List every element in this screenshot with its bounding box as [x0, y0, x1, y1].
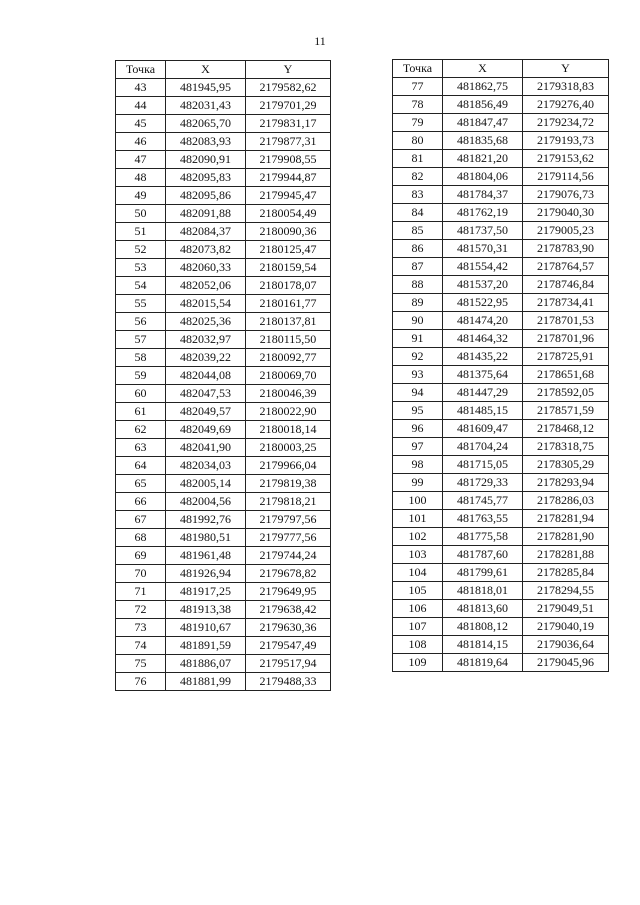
point-cell: 101	[393, 510, 443, 528]
point-cell: 64	[116, 457, 166, 475]
x-coordinate-cell: 481886,07	[166, 655, 246, 673]
header-y: Y	[523, 60, 609, 78]
y-coordinate-cell: 2179797,56	[246, 511, 331, 529]
x-coordinate-cell: 482039,22	[166, 349, 246, 367]
x-coordinate-cell: 481910,67	[166, 619, 246, 637]
point-cell: 78	[393, 96, 443, 114]
y-coordinate-cell: 2178294,55	[523, 582, 609, 600]
y-coordinate-cell: 2180022,90	[246, 403, 331, 421]
x-coordinate-cell: 481945,95	[166, 79, 246, 97]
y-coordinate-cell: 2179193,73	[523, 132, 609, 150]
point-cell: 83	[393, 186, 443, 204]
y-coordinate-cell: 2178318,75	[523, 438, 609, 456]
header-x: X	[166, 61, 246, 79]
y-coordinate-cell: 2180125,47	[246, 241, 331, 259]
point-cell: 55	[116, 295, 166, 313]
table-row	[116, 187, 331, 205]
x-coordinate-cell: 481474,20	[443, 312, 523, 330]
point-cell: 108	[393, 636, 443, 654]
y-coordinate-cell: 2180003,25	[246, 439, 331, 457]
point-cell: 86	[393, 240, 443, 258]
point-cell: 63	[116, 439, 166, 457]
y-coordinate-cell: 2179076,73	[523, 186, 609, 204]
table-row	[393, 654, 609, 672]
x-coordinate-cell: 481818,01	[443, 582, 523, 600]
y-coordinate-cell: 2180161,77	[246, 295, 331, 313]
point-cell: 59	[116, 367, 166, 385]
y-coordinate-cell: 2178281,94	[523, 510, 609, 528]
table-row	[116, 493, 331, 511]
x-coordinate-cell: 481814,15	[443, 636, 523, 654]
header-point: Точка	[393, 60, 443, 78]
point-cell: 51	[116, 223, 166, 241]
table-row	[116, 673, 331, 691]
point-cell: 57	[116, 331, 166, 349]
point-cell: 106	[393, 600, 443, 618]
table-row	[393, 204, 609, 222]
table-row	[116, 439, 331, 457]
x-coordinate-cell: 481821,20	[443, 150, 523, 168]
x-coordinate-cell: 481862,75	[443, 78, 523, 96]
table-row	[393, 222, 609, 240]
x-coordinate-cell: 481808,12	[443, 618, 523, 636]
x-coordinate-cell: 481554,42	[443, 258, 523, 276]
table-row	[116, 331, 331, 349]
coordinates-table-right	[392, 59, 609, 672]
table-row	[393, 456, 609, 474]
table-row	[116, 619, 331, 637]
table-header-row	[393, 60, 609, 78]
y-coordinate-cell: 2178285,84	[523, 564, 609, 582]
x-coordinate-cell: 482065,70	[166, 115, 246, 133]
y-coordinate-cell: 2179819,38	[246, 475, 331, 493]
table-row	[393, 582, 609, 600]
point-cell: 92	[393, 348, 443, 366]
y-coordinate-cell: 2178701,53	[523, 312, 609, 330]
x-coordinate-cell: 481787,60	[443, 546, 523, 564]
table-row	[393, 438, 609, 456]
table-row	[116, 79, 331, 97]
x-coordinate-cell: 481704,24	[443, 438, 523, 456]
point-cell: 104	[393, 564, 443, 582]
y-coordinate-cell: 2180046,39	[246, 385, 331, 403]
table-row	[393, 258, 609, 276]
y-coordinate-cell: 2178305,29	[523, 456, 609, 474]
point-cell: 67	[116, 511, 166, 529]
x-coordinate-cell: 482044,08	[166, 367, 246, 385]
table-row	[393, 114, 609, 132]
table-row	[116, 313, 331, 331]
table-row	[116, 565, 331, 583]
table-row	[393, 384, 609, 402]
table-row	[393, 546, 609, 564]
y-coordinate-cell: 2179488,33	[246, 673, 331, 691]
table-row	[393, 150, 609, 168]
table-row	[393, 78, 609, 96]
x-coordinate-cell: 482031,43	[166, 97, 246, 115]
x-coordinate-cell: 481570,31	[443, 240, 523, 258]
y-coordinate-cell: 2179777,56	[246, 529, 331, 547]
point-cell: 62	[116, 421, 166, 439]
x-coordinate-cell: 482084,37	[166, 223, 246, 241]
x-coordinate-cell: 481762,19	[443, 204, 523, 222]
point-cell: 72	[116, 601, 166, 619]
y-coordinate-cell: 2179649,95	[246, 583, 331, 601]
y-coordinate-cell: 2179638,42	[246, 601, 331, 619]
point-cell: 88	[393, 276, 443, 294]
table-row	[116, 169, 331, 187]
y-coordinate-cell: 2179945,47	[246, 187, 331, 205]
point-cell: 77	[393, 78, 443, 96]
y-coordinate-cell: 2179153,62	[523, 150, 609, 168]
point-cell: 100	[393, 492, 443, 510]
x-coordinate-cell: 481881,99	[166, 673, 246, 691]
point-cell: 84	[393, 204, 443, 222]
point-cell: 70	[116, 565, 166, 583]
point-cell: 73	[116, 619, 166, 637]
x-coordinate-cell: 481737,50	[443, 222, 523, 240]
point-cell: 98	[393, 456, 443, 474]
x-coordinate-cell: 481913,38	[166, 601, 246, 619]
y-coordinate-cell: 2178734,41	[523, 294, 609, 312]
table-row	[393, 294, 609, 312]
table-row	[116, 637, 331, 655]
x-coordinate-cell: 482090,91	[166, 151, 246, 169]
table-row	[116, 223, 331, 241]
header-point: Точка	[116, 61, 166, 79]
x-coordinate-cell: 482049,69	[166, 421, 246, 439]
table-row	[116, 421, 331, 439]
x-coordinate-cell: 481435,22	[443, 348, 523, 366]
point-cell: 69	[116, 547, 166, 565]
table-row	[393, 402, 609, 420]
y-coordinate-cell: 2179517,94	[246, 655, 331, 673]
x-coordinate-cell: 482032,97	[166, 331, 246, 349]
table-row	[393, 366, 609, 384]
y-coordinate-cell: 2179678,82	[246, 565, 331, 583]
x-coordinate-cell: 481784,37	[443, 186, 523, 204]
table-row	[116, 151, 331, 169]
y-coordinate-cell: 2179582,62	[246, 79, 331, 97]
x-coordinate-cell: 482047,53	[166, 385, 246, 403]
x-coordinate-cell: 482004,56	[166, 493, 246, 511]
y-coordinate-cell: 2179966,04	[246, 457, 331, 475]
x-coordinate-cell: 481980,51	[166, 529, 246, 547]
y-coordinate-cell: 2178281,90	[523, 528, 609, 546]
y-coordinate-cell: 2178281,88	[523, 546, 609, 564]
point-cell: 68	[116, 529, 166, 547]
x-coordinate-cell: 482083,93	[166, 133, 246, 151]
table-row	[393, 132, 609, 150]
table-row	[393, 528, 609, 546]
x-coordinate-cell: 481485,15	[443, 402, 523, 420]
y-coordinate-cell: 2180137,81	[246, 313, 331, 331]
point-cell: 49	[116, 187, 166, 205]
x-coordinate-cell: 481763,55	[443, 510, 523, 528]
point-cell: 91	[393, 330, 443, 348]
x-coordinate-cell: 482073,82	[166, 241, 246, 259]
table-row	[393, 600, 609, 618]
y-coordinate-cell: 2178764,57	[523, 258, 609, 276]
y-coordinate-cell: 2180159,54	[246, 259, 331, 277]
x-coordinate-cell: 481917,25	[166, 583, 246, 601]
point-cell: 90	[393, 312, 443, 330]
point-cell: 81	[393, 150, 443, 168]
table-row	[393, 96, 609, 114]
table-row	[393, 492, 609, 510]
table-row	[116, 601, 331, 619]
table-row	[116, 403, 331, 421]
point-cell: 76	[116, 673, 166, 691]
point-cell: 53	[116, 259, 166, 277]
y-coordinate-cell: 2179036,64	[523, 636, 609, 654]
y-coordinate-cell: 2179944,87	[246, 169, 331, 187]
point-cell: 107	[393, 618, 443, 636]
table-row	[116, 583, 331, 601]
point-cell: 47	[116, 151, 166, 169]
x-coordinate-cell: 481729,33	[443, 474, 523, 492]
y-coordinate-cell: 2179114,56	[523, 168, 609, 186]
table-row	[116, 655, 331, 673]
x-coordinate-cell: 482015,54	[166, 295, 246, 313]
point-cell: 85	[393, 222, 443, 240]
x-coordinate-cell: 481856,49	[443, 96, 523, 114]
y-coordinate-cell: 2179045,96	[523, 654, 609, 672]
y-coordinate-cell: 2180069,70	[246, 367, 331, 385]
x-coordinate-cell: 481522,95	[443, 294, 523, 312]
y-coordinate-cell: 2180090,36	[246, 223, 331, 241]
header-x: X	[443, 60, 523, 78]
table-row	[393, 510, 609, 528]
table-row	[393, 168, 609, 186]
x-coordinate-cell: 481745,77	[443, 492, 523, 510]
y-coordinate-cell: 2178783,90	[523, 240, 609, 258]
y-coordinate-cell: 2179701,29	[246, 97, 331, 115]
table-row	[116, 511, 331, 529]
point-cell: 93	[393, 366, 443, 384]
point-cell: 66	[116, 493, 166, 511]
x-coordinate-cell: 481835,68	[443, 132, 523, 150]
x-coordinate-cell: 481819,64	[443, 654, 523, 672]
x-coordinate-cell: 481992,76	[166, 511, 246, 529]
y-coordinate-cell: 2180018,14	[246, 421, 331, 439]
table-row	[116, 115, 331, 133]
table-row	[393, 564, 609, 582]
x-coordinate-cell: 481813,60	[443, 600, 523, 618]
y-coordinate-cell: 2180092,77	[246, 349, 331, 367]
table-row	[393, 636, 609, 654]
table-row	[116, 457, 331, 475]
x-coordinate-cell: 481799,61	[443, 564, 523, 582]
table-row	[116, 259, 331, 277]
y-coordinate-cell: 2178571,59	[523, 402, 609, 420]
page-number: 11	[314, 34, 326, 48]
y-coordinate-cell: 2180115,50	[246, 331, 331, 349]
point-cell: 80	[393, 132, 443, 150]
y-coordinate-cell: 2179040,19	[523, 618, 609, 636]
y-coordinate-cell: 2178725,91	[523, 348, 609, 366]
table-row	[116, 205, 331, 223]
table-row	[116, 475, 331, 493]
x-coordinate-cell: 482005,14	[166, 475, 246, 493]
point-cell: 54	[116, 277, 166, 295]
point-cell: 46	[116, 133, 166, 151]
x-coordinate-cell: 481961,48	[166, 547, 246, 565]
y-coordinate-cell: 2180054,49	[246, 205, 331, 223]
x-coordinate-cell: 481926,94	[166, 565, 246, 583]
x-coordinate-cell: 482091,88	[166, 205, 246, 223]
point-cell: 82	[393, 168, 443, 186]
x-coordinate-cell: 482095,83	[166, 169, 246, 187]
table-row	[393, 420, 609, 438]
point-cell: 75	[116, 655, 166, 673]
point-cell: 105	[393, 582, 443, 600]
table-row	[393, 240, 609, 258]
table-header-row	[116, 61, 331, 79]
y-coordinate-cell: 2178746,84	[523, 276, 609, 294]
table-row	[393, 618, 609, 636]
coordinates-table-left	[115, 60, 331, 691]
point-cell: 56	[116, 313, 166, 331]
table-row	[393, 186, 609, 204]
y-coordinate-cell: 2179831,17	[246, 115, 331, 133]
x-coordinate-cell: 481715,05	[443, 456, 523, 474]
point-cell: 97	[393, 438, 443, 456]
y-coordinate-cell: 2178468,12	[523, 420, 609, 438]
header-y: Y	[246, 61, 331, 79]
x-coordinate-cell: 482095,86	[166, 187, 246, 205]
point-cell: 94	[393, 384, 443, 402]
x-coordinate-cell: 481847,47	[443, 114, 523, 132]
point-cell: 74	[116, 637, 166, 655]
x-coordinate-cell: 481375,64	[443, 366, 523, 384]
point-cell: 61	[116, 403, 166, 421]
point-cell: 99	[393, 474, 443, 492]
table-row	[116, 349, 331, 367]
table-row	[116, 241, 331, 259]
table-row	[116, 529, 331, 547]
point-cell: 43	[116, 79, 166, 97]
x-coordinate-cell: 481609,47	[443, 420, 523, 438]
x-coordinate-cell: 482049,57	[166, 403, 246, 421]
y-coordinate-cell: 2179818,21	[246, 493, 331, 511]
y-coordinate-cell: 2179049,51	[523, 600, 609, 618]
table-row	[116, 97, 331, 115]
y-coordinate-cell: 2179276,40	[523, 96, 609, 114]
point-cell: 79	[393, 114, 443, 132]
x-coordinate-cell: 482034,03	[166, 457, 246, 475]
table-row	[393, 348, 609, 366]
x-coordinate-cell: 481464,32	[443, 330, 523, 348]
y-coordinate-cell: 2179234,72	[523, 114, 609, 132]
table-row	[116, 385, 331, 403]
point-cell: 95	[393, 402, 443, 420]
y-coordinate-cell: 2179877,31	[246, 133, 331, 151]
x-coordinate-cell: 482060,33	[166, 259, 246, 277]
y-coordinate-cell: 2180178,07	[246, 277, 331, 295]
table-row	[393, 276, 609, 294]
y-coordinate-cell: 2179908,55	[246, 151, 331, 169]
point-cell: 96	[393, 420, 443, 438]
y-coordinate-cell: 2179744,24	[246, 547, 331, 565]
y-coordinate-cell: 2178286,03	[523, 492, 609, 510]
y-coordinate-cell: 2179630,36	[246, 619, 331, 637]
table-row	[116, 547, 331, 565]
x-coordinate-cell: 482025,36	[166, 313, 246, 331]
y-coordinate-cell: 2178293,94	[523, 474, 609, 492]
y-coordinate-cell: 2178651,68	[523, 366, 609, 384]
point-cell: 58	[116, 349, 166, 367]
point-cell: 71	[116, 583, 166, 601]
point-cell: 44	[116, 97, 166, 115]
x-coordinate-cell: 481537,20	[443, 276, 523, 294]
y-coordinate-cell: 2178701,96	[523, 330, 609, 348]
point-cell: 60	[116, 385, 166, 403]
x-coordinate-cell: 481804,06	[443, 168, 523, 186]
x-coordinate-cell: 481891,59	[166, 637, 246, 655]
point-cell: 52	[116, 241, 166, 259]
point-cell: 109	[393, 654, 443, 672]
table-row	[116, 295, 331, 313]
point-cell: 45	[116, 115, 166, 133]
table-row	[116, 277, 331, 295]
point-cell: 102	[393, 528, 443, 546]
x-coordinate-cell: 481775,58	[443, 528, 523, 546]
x-coordinate-cell: 482041,90	[166, 439, 246, 457]
y-coordinate-cell: 2179040,30	[523, 204, 609, 222]
point-cell: 48	[116, 169, 166, 187]
table-row	[393, 330, 609, 348]
y-coordinate-cell: 2179547,49	[246, 637, 331, 655]
point-cell: 50	[116, 205, 166, 223]
table-row	[393, 474, 609, 492]
x-coordinate-cell: 482052,06	[166, 277, 246, 295]
table-row	[116, 367, 331, 385]
y-coordinate-cell: 2179318,83	[523, 78, 609, 96]
table-row	[116, 133, 331, 151]
table-row	[393, 312, 609, 330]
y-coordinate-cell: 2179005,23	[523, 222, 609, 240]
point-cell: 89	[393, 294, 443, 312]
point-cell: 65	[116, 475, 166, 493]
y-coordinate-cell: 2178592,05	[523, 384, 609, 402]
point-cell: 87	[393, 258, 443, 276]
x-coordinate-cell: 481447,29	[443, 384, 523, 402]
point-cell: 103	[393, 546, 443, 564]
